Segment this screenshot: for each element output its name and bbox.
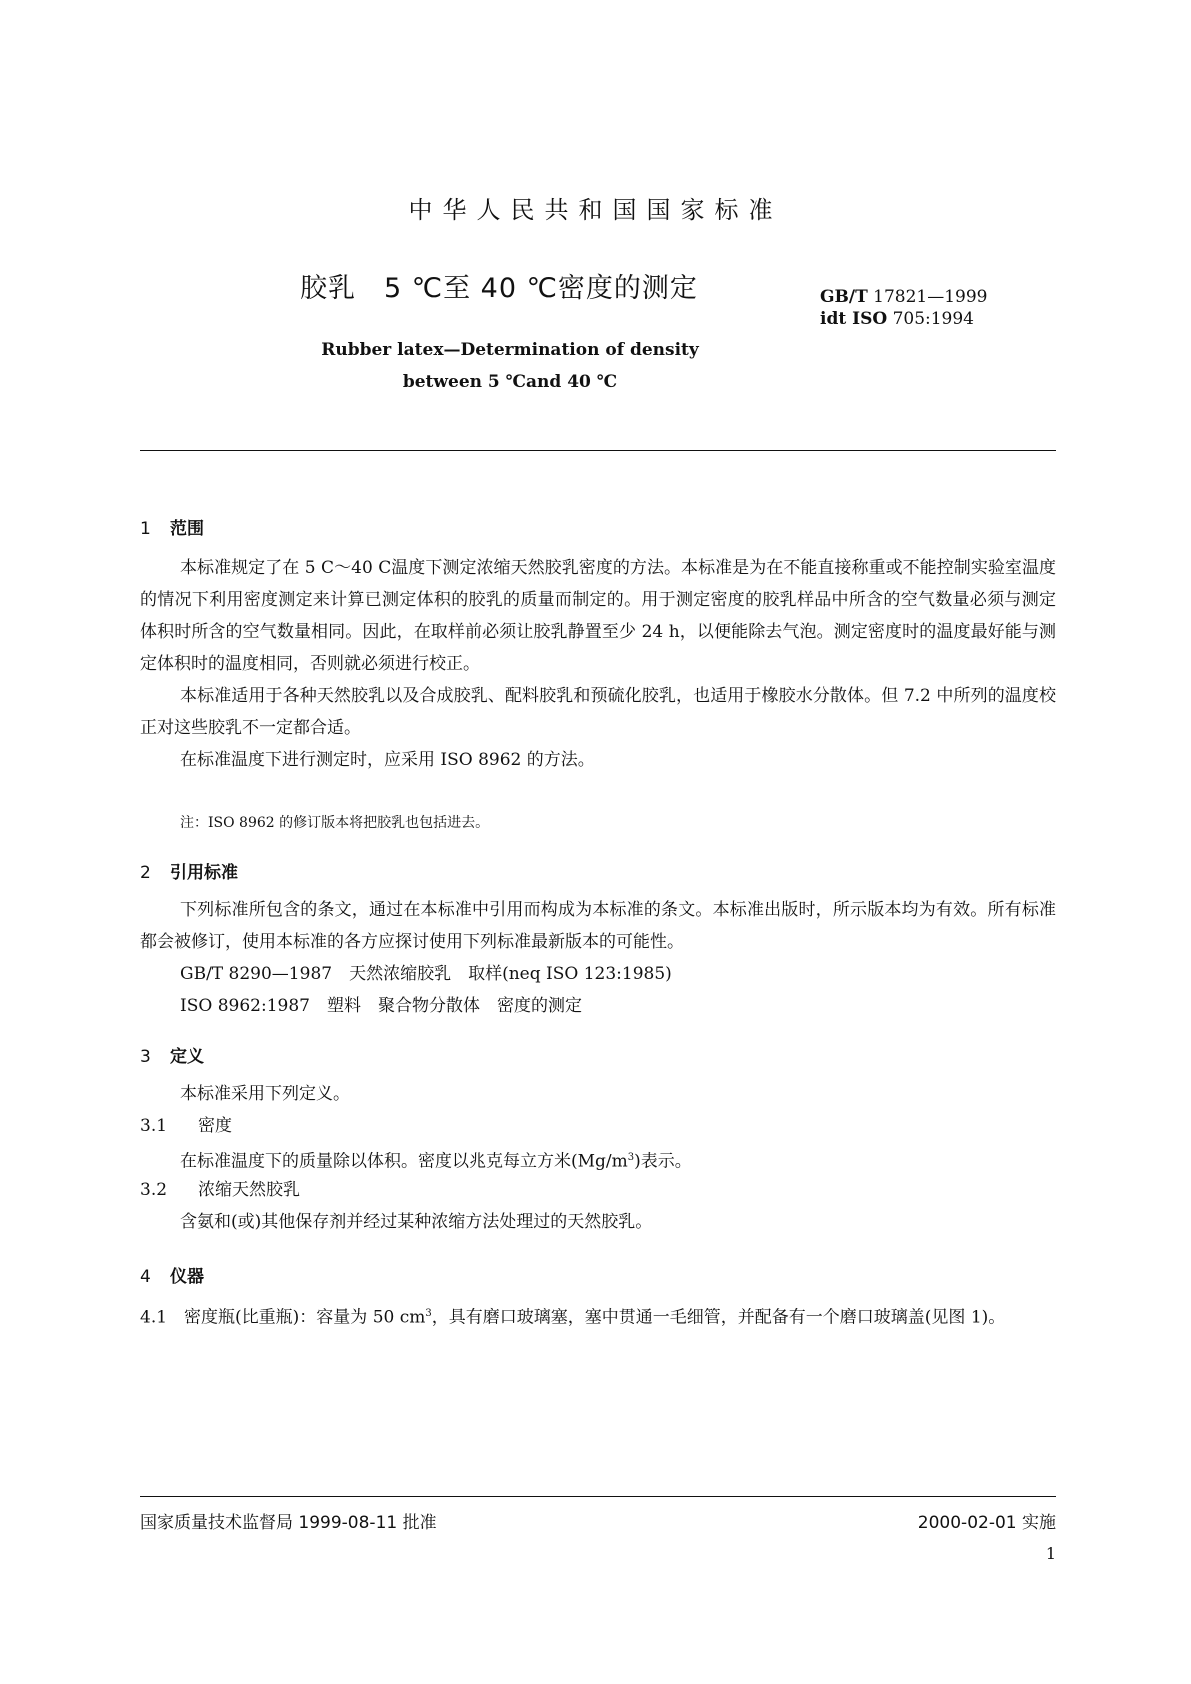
- definition-3-1: [140, 1112, 232, 1140]
- title-english-line1: Rubber latex—Determination of density: [321, 340, 699, 360]
- std-number: 17821—1999: [873, 287, 988, 307]
- section-2-heading: [140, 858, 238, 883]
- section-1-title: 范围: [170, 519, 204, 539]
- definition-3-2-text: 含氨和(或)其他保存剂并经过某种浓缩方法处理过的天然胶乳。: [180, 1212, 653, 1232]
- section-1-para-1: 本标准规定了在 5 C～40 C温度下测定浓缩天然胶乳密度的方法。本标准是为在不能直接称重或不能控制实验室温度的情况下利用密度测定来计算已测定体积的胶乳的质量而制定的。用于测定密度的胶乳样品中所含的空气数量必须与测定体积时所含的空气数量相同。因此，在取样前必须让胶乳静置至少 24 h，以便能除去气泡。测定密度时的温度最好能与测定体积时的温度相同，否则就必须进行校正。: [140, 558, 1056, 674]
- section-1-heading: [140, 514, 204, 539]
- section-2-number: 2: [140, 863, 151, 883]
- std-prefix: GB/T: [820, 287, 868, 307]
- section-4-title: 仪器: [170, 1267, 204, 1287]
- section-1-note: 注：ISO 8962 的修订版本将把胶乳也包括进去。: [180, 815, 490, 831]
- reference-2: ISO 8962:1987 塑料 聚合物分散体 密度的测定: [180, 996, 582, 1016]
- section-2-body: [140, 894, 1056, 958]
- definition-3-1-term: 密度: [198, 1116, 232, 1136]
- item-4-1: [140, 1298, 1056, 1334]
- section-3-number: 3: [140, 1047, 151, 1067]
- section-2-title: 引用标准: [170, 863, 238, 883]
- section-4-number: 4: [140, 1267, 151, 1287]
- idt-number: 705:1994: [892, 309, 975, 329]
- issuing-body: 中华人民共和国国家标准: [408, 196, 783, 224]
- section-2-para-1: 下列标准所包含的条文，通过在本标准中引用而构成为本标准的条文。本标准出版时，所示版本均为有效。所有标准都会被修订，使用本标准的各方应探讨使用下列标准最新版本的可能性。: [140, 900, 1056, 952]
- section-1-para-2: 本标准适用于各种天然胶乳以及合成胶乳、配料胶乳和预硫化胶乳，也适用于橡胶水分散体。但 7.2 中所列的温度校正对这些胶乳不一定都合适。: [140, 686, 1056, 738]
- header-divider: [140, 450, 1056, 451]
- implementation-date: 2000-02-01 实施: [917, 1513, 1056, 1533]
- page-number: 1: [1045, 1544, 1056, 1563]
- title-english-line2: between 5 ℃and 40 ℃: [402, 372, 618, 392]
- definition-3-1-text-a: 在标准温度下的质量除以体积。密度以兆克每立方米(Mg/m: [180, 1151, 628, 1172]
- section-3-intro: 本标准采用下列定义。: [180, 1084, 350, 1104]
- reference-1: GB/T 8290—1987 天然浓缩胶乳 取样(neq ISO 123:1985): [180, 964, 672, 984]
- section-3-title: 定义: [170, 1047, 204, 1067]
- section-3-heading: [140, 1042, 204, 1067]
- standard-number-block: [820, 286, 988, 330]
- definition-3-2-term: 浓缩天然胶乳: [198, 1180, 300, 1200]
- definition-3-1-text-b: )表示。: [634, 1151, 692, 1172]
- item-4-1-number: 4.1: [140, 1307, 168, 1328]
- definition-3-1-number: 3.1: [140, 1116, 168, 1136]
- approval-line: 国家质量技术监督局 1999-08-11 批准: [140, 1513, 437, 1533]
- item-4-1-text-a: 密度瓶(比重瓶)：容量为 50 cm: [184, 1307, 426, 1328]
- definition-3-2: [140, 1176, 300, 1204]
- definition-3-1-sup: 3: [627, 1152, 635, 1163]
- footer-divider: [140, 1496, 1056, 1497]
- idt-prefix: idt ISO: [820, 309, 888, 329]
- section-4-heading: [140, 1262, 204, 1287]
- section-1-number: 1: [140, 519, 151, 539]
- section-1-para-3: 在标准温度下进行测定时，应采用 ISO 8962 的方法。: [180, 750, 595, 770]
- title-chinese: 胶乳 5 ℃至 40 ℃密度的测定: [300, 273, 698, 304]
- section-1-body: [140, 552, 1056, 776]
- item-4-1-text-b: ，具有磨口玻璃塞，塞中贯通一毛细管，并配备有一个磨口玻璃盖(见图 1)。: [431, 1307, 1006, 1328]
- definition-3-2-number: 3.2: [140, 1180, 168, 1200]
- item-4-1-sup: 3: [425, 1308, 432, 1319]
- definition-3-1-text: [180, 1142, 692, 1178]
